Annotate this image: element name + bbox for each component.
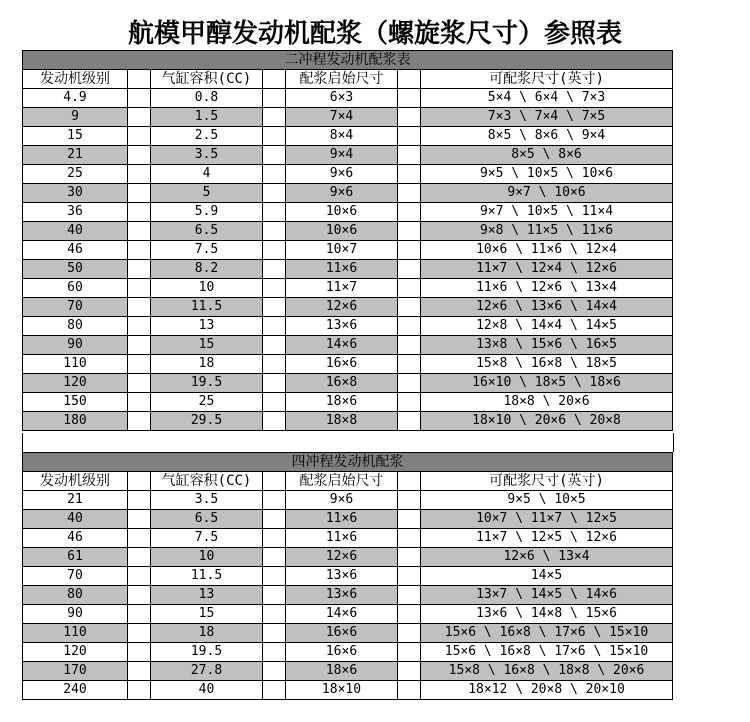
four-stroke-table (22, 452, 673, 700)
spacer-cell (263, 624, 286, 643)
spacer-cell (263, 108, 286, 127)
table-row (23, 393, 673, 412)
table-cell: 46 (23, 529, 128, 548)
column-header: 配浆启始尺寸 (286, 70, 398, 89)
spacer-cell (128, 203, 151, 222)
table-row (23, 108, 673, 127)
table-cell: 16×8 (286, 374, 398, 393)
spacer-cell (263, 70, 286, 89)
spacer-cell (128, 491, 151, 510)
table-cell: 80 (23, 317, 128, 336)
table-cell: 80 (23, 586, 128, 605)
spacer-cell (398, 586, 421, 605)
table-row (23, 548, 673, 567)
two-stroke-caption: 二冲程发动机配浆表 (23, 51, 673, 70)
spacer-cell (128, 70, 151, 89)
table-cell: 10×7 (286, 241, 398, 260)
spacer-cell (263, 681, 286, 700)
table-row (23, 260, 673, 279)
spacer-cell (128, 586, 151, 605)
table-row (23, 491, 673, 510)
table-cell: 11.5 (151, 567, 263, 586)
table-cell: 9×6 (286, 165, 398, 184)
table-cell: 9×8 \ 11×5 \ 11×6 (421, 222, 673, 241)
spacer-cell (263, 643, 286, 662)
table-cell: 110 (23, 624, 128, 643)
table-cell: 6.5 (151, 510, 263, 529)
spacer-cell (128, 279, 151, 298)
table-row (23, 662, 673, 681)
table-cell: 5 (151, 184, 263, 203)
table-cell: 9×4 (286, 146, 398, 165)
table-cell: 60 (23, 279, 128, 298)
table-row (23, 317, 673, 336)
spacer-cell (128, 165, 151, 184)
spacer-cell (128, 355, 151, 374)
spacer-cell (263, 184, 286, 203)
table-cell: 13×6 \ 14×8 \ 15×6 (421, 605, 673, 624)
spacer-cell (128, 127, 151, 146)
table-cell: 9 (23, 108, 128, 127)
table-cell: 4 (151, 165, 263, 184)
table-cell: 12×8 \ 14×4 \ 14×5 (421, 317, 673, 336)
spacer-cell (398, 298, 421, 317)
four-stroke-header-row (23, 472, 673, 491)
table-row (23, 184, 673, 203)
column-header: 可配浆尺寸(英寸) (421, 472, 673, 491)
spacer-cell (128, 108, 151, 127)
spacer-cell (263, 510, 286, 529)
table-cell: 10×7 \ 11×7 \ 12×5 (421, 510, 673, 529)
spacer-cell (263, 548, 286, 567)
spacer-cell (263, 605, 286, 624)
column-header: 发动机级别 (23, 70, 128, 89)
spacer-cell (263, 222, 286, 241)
spacer-cell (128, 624, 151, 643)
table-row (23, 605, 673, 624)
table-cell: 11×6 (286, 510, 398, 529)
table-cell: 1.5 (151, 108, 263, 127)
table-cell: 2.5 (151, 127, 263, 146)
table-cell: 18×10 \ 20×6 \ 20×8 (421, 412, 673, 431)
table-cell: 15×6 \ 16×8 \ 17×6 \ 15×10 (421, 624, 673, 643)
table-cell: 180 (23, 412, 128, 431)
spacer-cell (398, 643, 421, 662)
spacer-cell (398, 260, 421, 279)
spacer-cell (263, 89, 286, 108)
table-cell: 5.9 (151, 203, 263, 222)
table-cell: 3.5 (151, 146, 263, 165)
spacer-cell (398, 241, 421, 260)
spacer-cell (398, 336, 421, 355)
table-cell: 25 (23, 165, 128, 184)
spacer-cell (398, 203, 421, 222)
table-row (23, 203, 673, 222)
spacer-cell (128, 393, 151, 412)
table-cell: 15×6 \ 16×8 \ 17×6 \ 15×10 (421, 643, 673, 662)
table-cell: 12×6 \ 13×4 (421, 548, 673, 567)
table-row (23, 146, 673, 165)
spacer-cell (398, 222, 421, 241)
table-cell: 13 (151, 586, 263, 605)
table-cell: 40 (151, 681, 263, 700)
spacer-cell (128, 510, 151, 529)
table-cell: 11×7 \ 12×5 \ 12×6 (421, 529, 673, 548)
table-cell: 27.8 (151, 662, 263, 681)
spacer-cell (263, 279, 286, 298)
table-cell: 18×8 \ 20×6 (421, 393, 673, 412)
spacer-cell (398, 662, 421, 681)
four-stroke-caption: 四冲程发动机配浆 (23, 453, 673, 472)
table-cell: 19.5 (151, 643, 263, 662)
column-header: 配浆启始尺寸 (286, 472, 398, 491)
spacer-cell (128, 298, 151, 317)
table-cell: 36 (23, 203, 128, 222)
table-cell: 10×6 \ 11×6 \ 12×4 (421, 241, 673, 260)
spacer-cell (263, 662, 286, 681)
spacer-cell (128, 146, 151, 165)
table-cell: 3.5 (151, 491, 263, 510)
spacer-cell (263, 412, 286, 431)
spacer-cell (128, 567, 151, 586)
spacer-cell (398, 681, 421, 700)
table-cell: 29.5 (151, 412, 263, 431)
spacer-cell (263, 298, 286, 317)
table-row (23, 222, 673, 241)
column-header: 气缸容积(CC) (151, 70, 263, 89)
table-cell: 10×6 (286, 203, 398, 222)
spacer-cell (263, 317, 286, 336)
table-row (23, 279, 673, 298)
table-cell: 0.8 (151, 89, 263, 108)
table-cell: 9×5 \ 10×5 (421, 491, 673, 510)
spacer-cell (398, 127, 421, 146)
table-cell: 120 (23, 643, 128, 662)
table-cell: 18×10 (286, 681, 398, 700)
spacer-cell (263, 203, 286, 222)
spacer-cell (128, 412, 151, 431)
table-cell: 90 (23, 605, 128, 624)
table-cell: 15×8 \ 16×8 \ 18×5 (421, 355, 673, 374)
spacer-cell (398, 146, 421, 165)
spacer-cell (398, 108, 421, 127)
table-cell: 110 (23, 355, 128, 374)
four-stroke-caption-row (23, 453, 673, 472)
table-cell: 13×6 (286, 567, 398, 586)
spacer-cell (263, 586, 286, 605)
two-stroke-table (22, 50, 673, 431)
spacer-cell (128, 472, 151, 491)
table-cell: 12×6 (286, 298, 398, 317)
table-cell: 15 (151, 336, 263, 355)
table-row (23, 529, 673, 548)
spacer-cell (128, 605, 151, 624)
spacer-cell (398, 374, 421, 393)
spacer-cell (128, 529, 151, 548)
table-cell: 70 (23, 567, 128, 586)
table-cell: 9×7 \ 10×6 (421, 184, 673, 203)
table-cell: 16×10 \ 18×5 \ 18×6 (421, 374, 673, 393)
table-cell: 50 (23, 260, 128, 279)
spacer-cell (398, 279, 421, 298)
spacer-cell (398, 393, 421, 412)
table-cell: 61 (23, 548, 128, 567)
table-row (23, 336, 673, 355)
table-cell: 6×3 (286, 89, 398, 108)
table-cell: 9×5 \ 10×5 \ 10×6 (421, 165, 673, 184)
spacer-cell (263, 472, 286, 491)
table-cell: 8×4 (286, 127, 398, 146)
table-cell: 11.5 (151, 298, 263, 317)
spacer-cell (128, 222, 151, 241)
table-cell: 13 (151, 317, 263, 336)
spacer-cell (398, 491, 421, 510)
table-row (23, 241, 673, 260)
spacer-cell (128, 681, 151, 700)
table-cell: 18 (151, 624, 263, 643)
table-row (23, 89, 673, 108)
table-cell: 18×12 \ 20×8 \ 20×10 (421, 681, 673, 700)
table-cell: 11×7 (286, 279, 398, 298)
spacer-cell (263, 393, 286, 412)
table-cell: 9×6 (286, 491, 398, 510)
table-cell: 14×5 (421, 567, 673, 586)
table-cell: 10×6 (286, 222, 398, 241)
spacer-cell (398, 317, 421, 336)
table-cell: 16×6 (286, 624, 398, 643)
table-row (23, 624, 673, 643)
spacer-cell (128, 89, 151, 108)
table-cell: 15 (23, 127, 128, 146)
table-cell: 9×7 \ 10×5 \ 11×4 (421, 203, 673, 222)
table-cell: 40 (23, 222, 128, 241)
table-cell: 10 (151, 548, 263, 567)
spacer-cell (128, 548, 151, 567)
table-row (23, 165, 673, 184)
table-cell: 7.5 (151, 529, 263, 548)
spacer-cell (398, 548, 421, 567)
table-cell: 16×6 (286, 355, 398, 374)
table-gap (22, 433, 674, 452)
table-cell: 10 (151, 279, 263, 298)
table-cell: 6.5 (151, 222, 263, 241)
table-cell: 8×5 \ 8×6 (421, 146, 673, 165)
table-row (23, 567, 673, 586)
spacer-cell (398, 89, 421, 108)
column-header: 发动机级别 (23, 472, 128, 491)
table-cell: 13×7 \ 14×5 \ 14×6 (421, 586, 673, 605)
spacer-cell (263, 165, 286, 184)
table-cell: 120 (23, 374, 128, 393)
table-cell: 7×3 \ 7×4 \ 7×5 (421, 108, 673, 127)
table-row (23, 355, 673, 374)
table-cell: 7.5 (151, 241, 263, 260)
table-cell: 14×6 (286, 336, 398, 355)
spacer-cell (128, 184, 151, 203)
table-cell: 7×4 (286, 108, 398, 127)
table-cell: 240 (23, 681, 128, 700)
table-cell: 12×6 (286, 548, 398, 567)
spacer-cell (263, 146, 286, 165)
spacer-cell (128, 336, 151, 355)
table-cell: 18×8 (286, 412, 398, 431)
spacer-cell (398, 472, 421, 491)
spacer-cell (398, 567, 421, 586)
spacer-cell (128, 241, 151, 260)
table-cell: 170 (23, 662, 128, 681)
table-row (23, 412, 673, 431)
spacer-cell (398, 529, 421, 548)
spacer-cell (263, 567, 286, 586)
table-cell: 18 (151, 355, 263, 374)
table-cell: 15×8 \ 16×8 \ 18×8 \ 20×6 (421, 662, 673, 681)
spacer-cell (263, 374, 286, 393)
table-cell: 11×6 \ 12×6 \ 13×4 (421, 279, 673, 298)
spacer-cell (263, 241, 286, 260)
table-row (23, 127, 673, 146)
table-cell: 19.5 (151, 374, 263, 393)
table-cell: 11×6 (286, 260, 398, 279)
table-cell: 12×6 \ 13×6 \ 14×4 (421, 298, 673, 317)
spacer-cell (398, 510, 421, 529)
table-cell: 90 (23, 336, 128, 355)
table-cell: 9×6 (286, 184, 398, 203)
spacer-cell (398, 165, 421, 184)
spacer-cell (263, 127, 286, 146)
table-cell: 15 (151, 605, 263, 624)
table-row (23, 510, 673, 529)
table-cell: 150 (23, 393, 128, 412)
spacer-cell (263, 260, 286, 279)
table-row (23, 681, 673, 700)
spacer-cell (398, 412, 421, 431)
column-header: 可配浆尺寸(英寸) (421, 70, 673, 89)
spacer-cell (398, 624, 421, 643)
table-cell: 8×5 \ 8×6 \ 9×4 (421, 127, 673, 146)
spacer-cell (263, 336, 286, 355)
table-cell: 70 (23, 298, 128, 317)
spacer-cell (128, 317, 151, 336)
spacer-cell (398, 70, 421, 89)
two-stroke-caption-row (23, 51, 673, 70)
table-cell: 21 (23, 146, 128, 165)
table-cell: 30 (23, 184, 128, 203)
table-row (23, 586, 673, 605)
spacer-cell (398, 355, 421, 374)
table-cell: 13×6 (286, 317, 398, 336)
table-cell: 14×6 (286, 605, 398, 624)
two-stroke-header-row (23, 70, 673, 89)
table-cell: 40 (23, 510, 128, 529)
table-cell: 11×6 (286, 529, 398, 548)
table-cell: 46 (23, 241, 128, 260)
spacer-cell (128, 374, 151, 393)
table-cell: 8.2 (151, 260, 263, 279)
table-cell: 5×4 \ 6×4 \ 7×3 (421, 89, 673, 108)
table-cell: 18×6 (286, 393, 398, 412)
spacer-cell (263, 529, 286, 548)
table-cell: 13×6 (286, 586, 398, 605)
table-row (23, 298, 673, 317)
table-cell: 11×7 \ 12×4 \ 12×6 (421, 260, 673, 279)
spacer-cell (128, 643, 151, 662)
table-cell: 21 (23, 491, 128, 510)
spacer-cell (128, 662, 151, 681)
spacer-cell (263, 355, 286, 374)
spacer-cell (128, 260, 151, 279)
table-cell: 13×8 \ 15×6 \ 16×5 (421, 336, 673, 355)
table-row (23, 643, 673, 662)
table-cell: 16×6 (286, 643, 398, 662)
table-row (23, 374, 673, 393)
column-header: 气缸容积(CC) (151, 472, 263, 491)
spacer-cell (398, 184, 421, 203)
spacer-cell (263, 491, 286, 510)
table-cell: 18×6 (286, 662, 398, 681)
table-cell: 25 (151, 393, 263, 412)
table-cell: 4.9 (23, 89, 128, 108)
spacer-cell (398, 605, 421, 624)
page-title: 航模甲醇发动机配浆（螺旋浆尺寸）参照表 (127, 19, 622, 49)
